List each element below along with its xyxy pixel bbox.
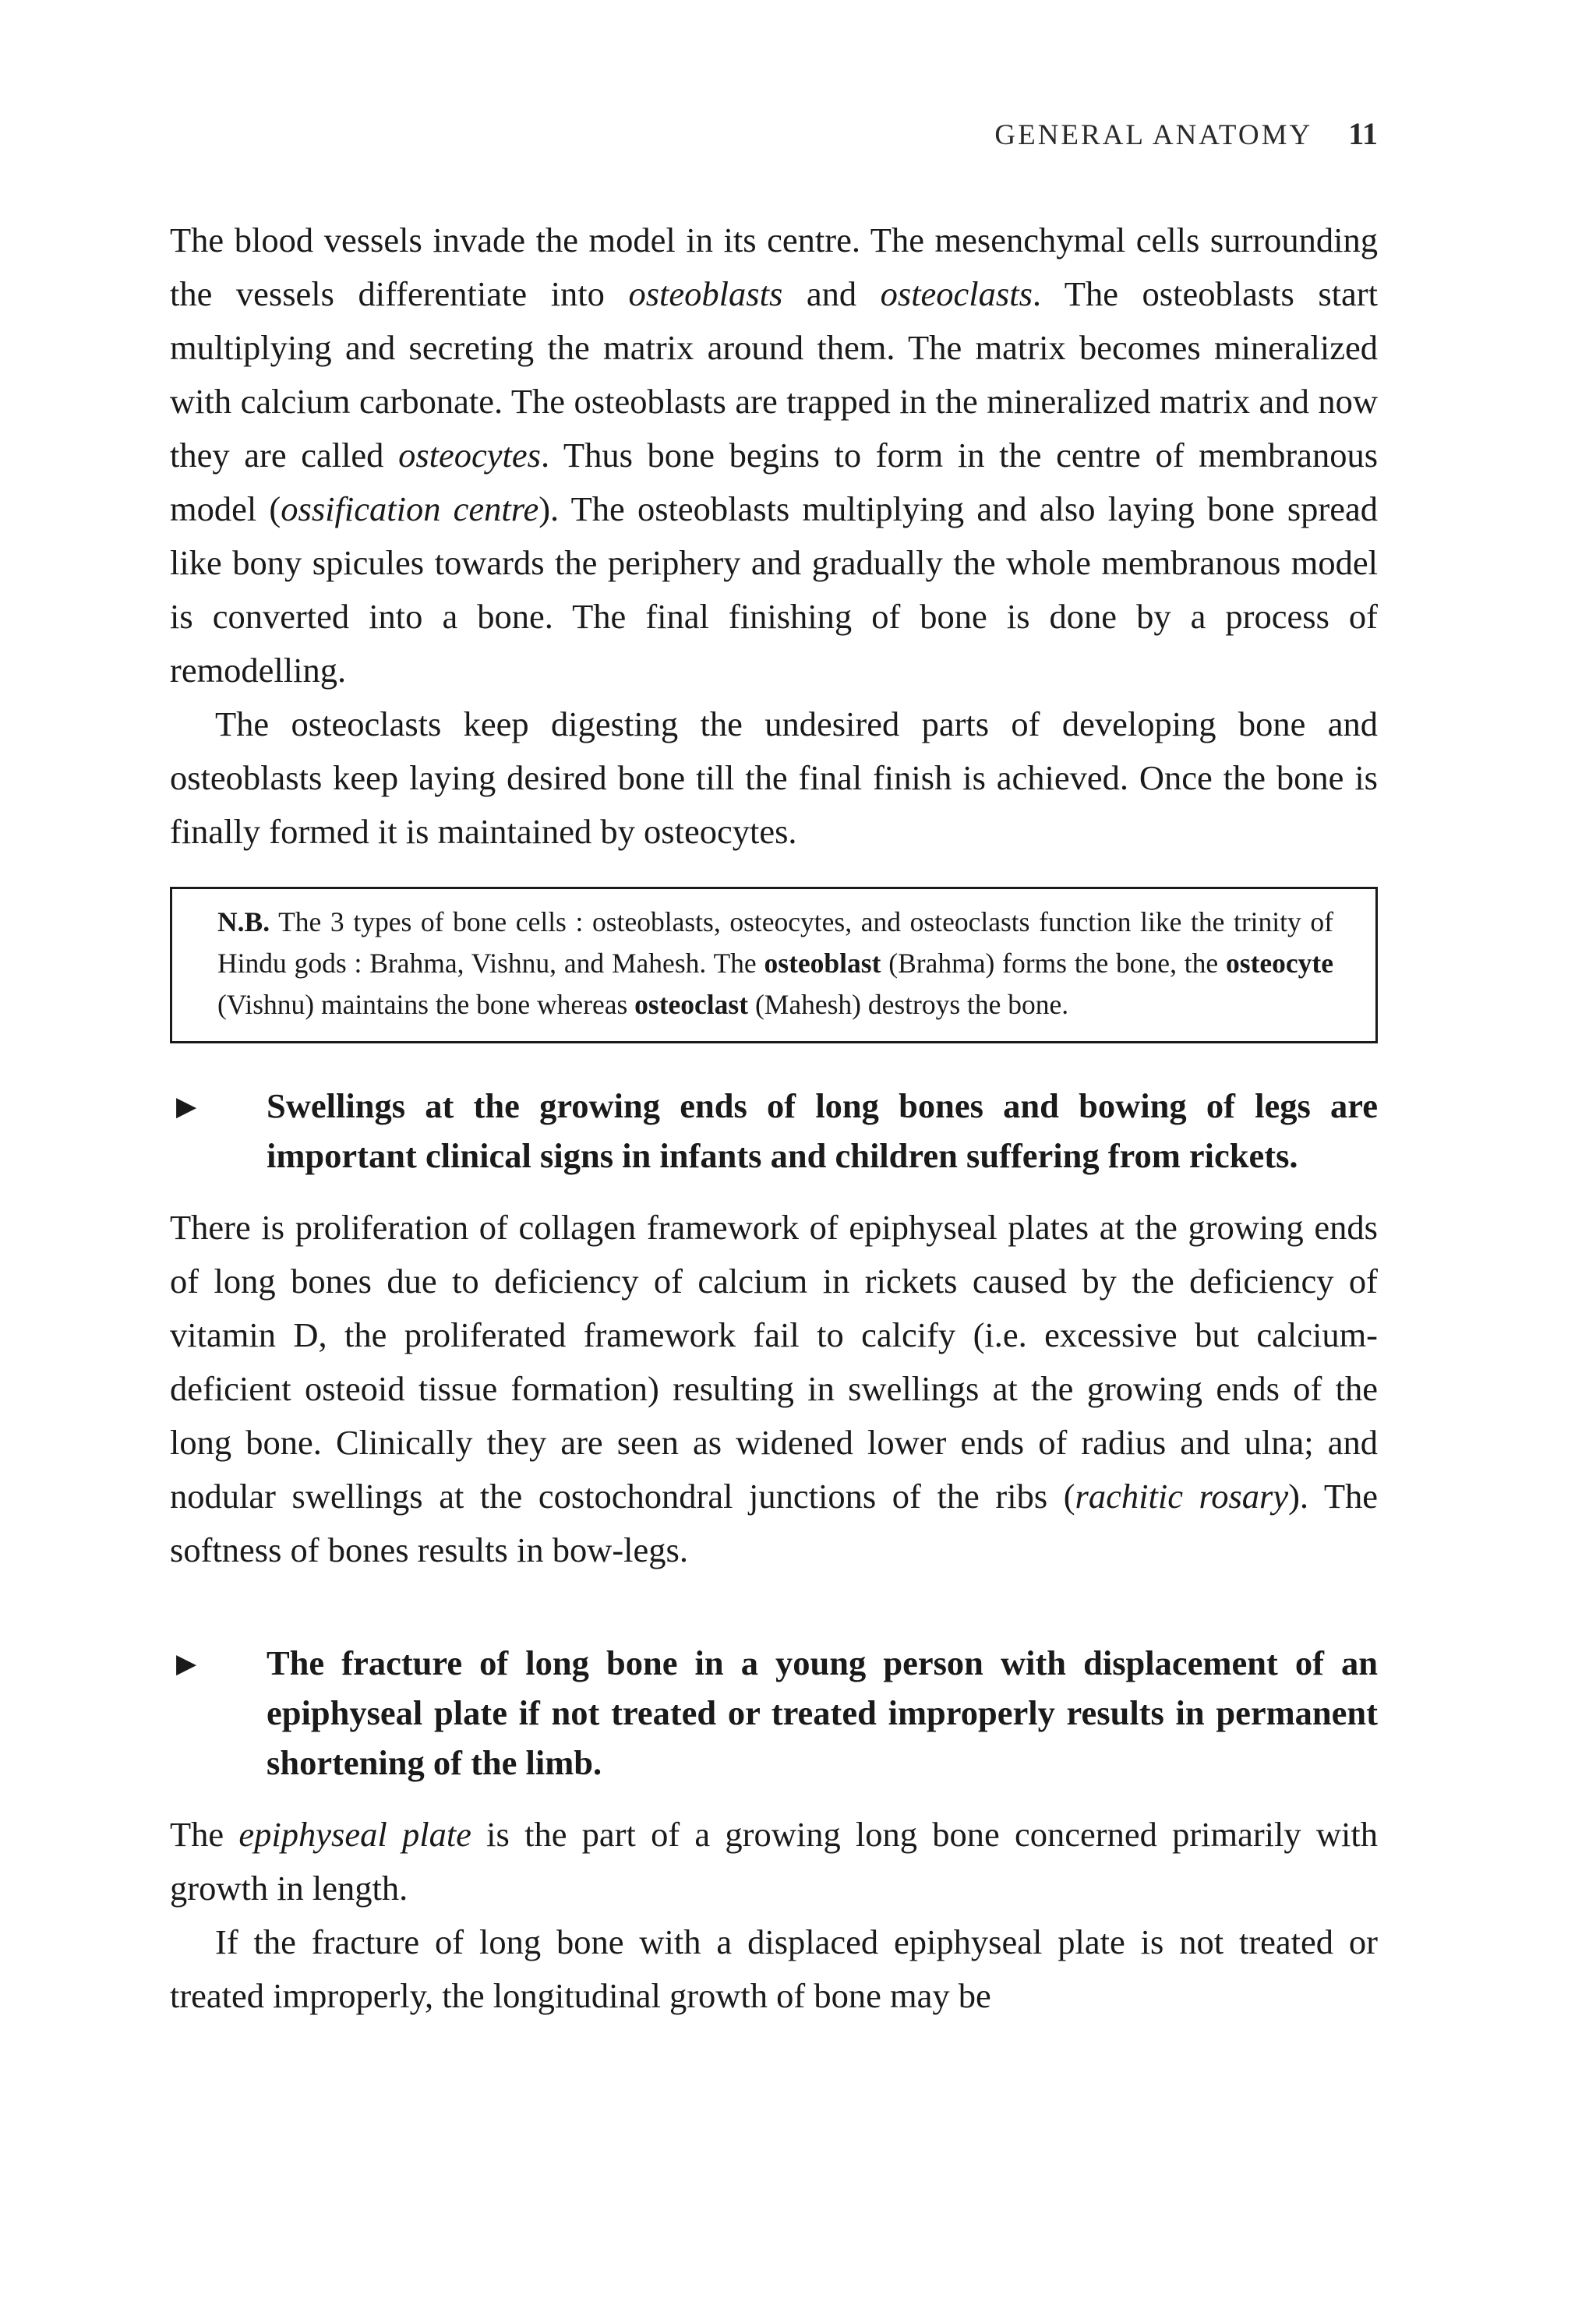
text-run: (Vishnu) maintains the bone whereas — [217, 989, 635, 1020]
term-ossification-centre: ossification centre — [281, 489, 539, 528]
text-run: The — [170, 1815, 239, 1854]
text-run: (Brahma) forms the bone, the — [881, 948, 1227, 979]
note-label: N.B. — [217, 906, 270, 937]
text-run: and — [782, 274, 881, 313]
text-run: is the part of a growing long bone concerned primarily with growth in length. — [170, 1815, 1379, 1908]
text-run: . The osteoblasts start multiplying and secreting the matrix around them. The matrix becomes mineralized with calcium carbonate. The osteoblasts are trapped in the mineralized matrix and now they are called — [170, 274, 1378, 475]
page-body — [170, 109, 1378, 2023]
term-osteoclasts: osteoclasts — [880, 274, 1033, 313]
term-osteoblast: osteoblast — [764, 948, 881, 979]
key-point-fracture — [170, 1638, 1378, 1788]
key-point-rickets — [170, 1081, 1378, 1181]
paragraph-rickets — [170, 1201, 1378, 1577]
term-epiphyseal-plate: epiphyseal plate — [238, 1815, 471, 1854]
text-run: (Mahesh) destroys the bone. — [748, 989, 1069, 1020]
term-osteoblasts: osteoblasts — [628, 274, 783, 313]
page-number: 11 — [1348, 116, 1378, 151]
key-point-text: The fracture of long bone in a young person with displacement of an epiphyseal plate if not treated or treated improperly results in permanent shortening of the limb. — [267, 1643, 1378, 1782]
text-run: There is proliferation of collagen framework of epiphyseal plates at the growing ends of long bones due to deficiency of calcium in rickets caused by the deficiency of vitamin D, the proliferated framework fail to calcify (i.e. excessive but calcium-deficient osteoid tissue formation) resulting in swellings at the growing ends of the long bone. Clinically they are seen as widened lower ends of radius and ulna; and nodular swellings at the costochondral junctions of the ribs ( — [170, 1208, 1378, 1516]
bullet-arrow-icon: ▶ — [176, 1650, 197, 1678]
term-osteoclast: osteoclast — [634, 989, 749, 1020]
term-rachitic-rosary: rachitic rosary — [1075, 1477, 1289, 1516]
text-run: ). The osteoblasts multiplying and also laying bone spread like bony spicules towards the periphery and gradually the whole membranous model is converted into a bone. The final finishing of bone is done by a process of remodelling. — [170, 489, 1378, 690]
text-run: The blood vessels invade the model in its centre. The mesenchymal cells surrounding the vessels differentiate into — [170, 221, 1378, 313]
paragraph-epiphyseal-plate — [170, 1808, 1378, 1915]
paragraph-osteoclasts: The osteoclasts keep digesting the undesired parts of developing bone and osteoblasts keep laying desired bone till the final finish is achieved. Once the bone is finally formed it is maintained by osteocytes. — [170, 704, 1378, 851]
running-head-title: GENERAL ANATOMY — [994, 119, 1313, 151]
text-run: ). The softness of bones results in bow-legs. — [170, 1477, 1378, 1569]
term-osteocytes: osteocytes — [398, 436, 541, 475]
bullet-arrow-icon: ▶ — [176, 1092, 197, 1121]
key-point-text: Swellings at the growing ends of long bones and bowing of legs are important clinical signs in infants and children suffering from rickets. — [267, 1086, 1378, 1175]
paragraph-fracture: If the fracture of long bone with a displaced epiphyseal plate is not treated or treated improperly, the longitudinal growth of bone may be — [170, 1922, 1378, 2015]
term-osteocyte: osteocyte — [1226, 948, 1334, 979]
paragraph-ossification — [170, 214, 1378, 697]
text-run: The 3 types of bone cells : osteoblasts, osteocytes, and osteoclasts function like the trinity of Hindu gods : Brahma, Vishnu, and Mahesh. The — [217, 906, 1333, 979]
text-run: . Thus bone begins to form in the centre of membranous model ( — [170, 436, 1379, 528]
note-box — [170, 887, 1378, 1043]
